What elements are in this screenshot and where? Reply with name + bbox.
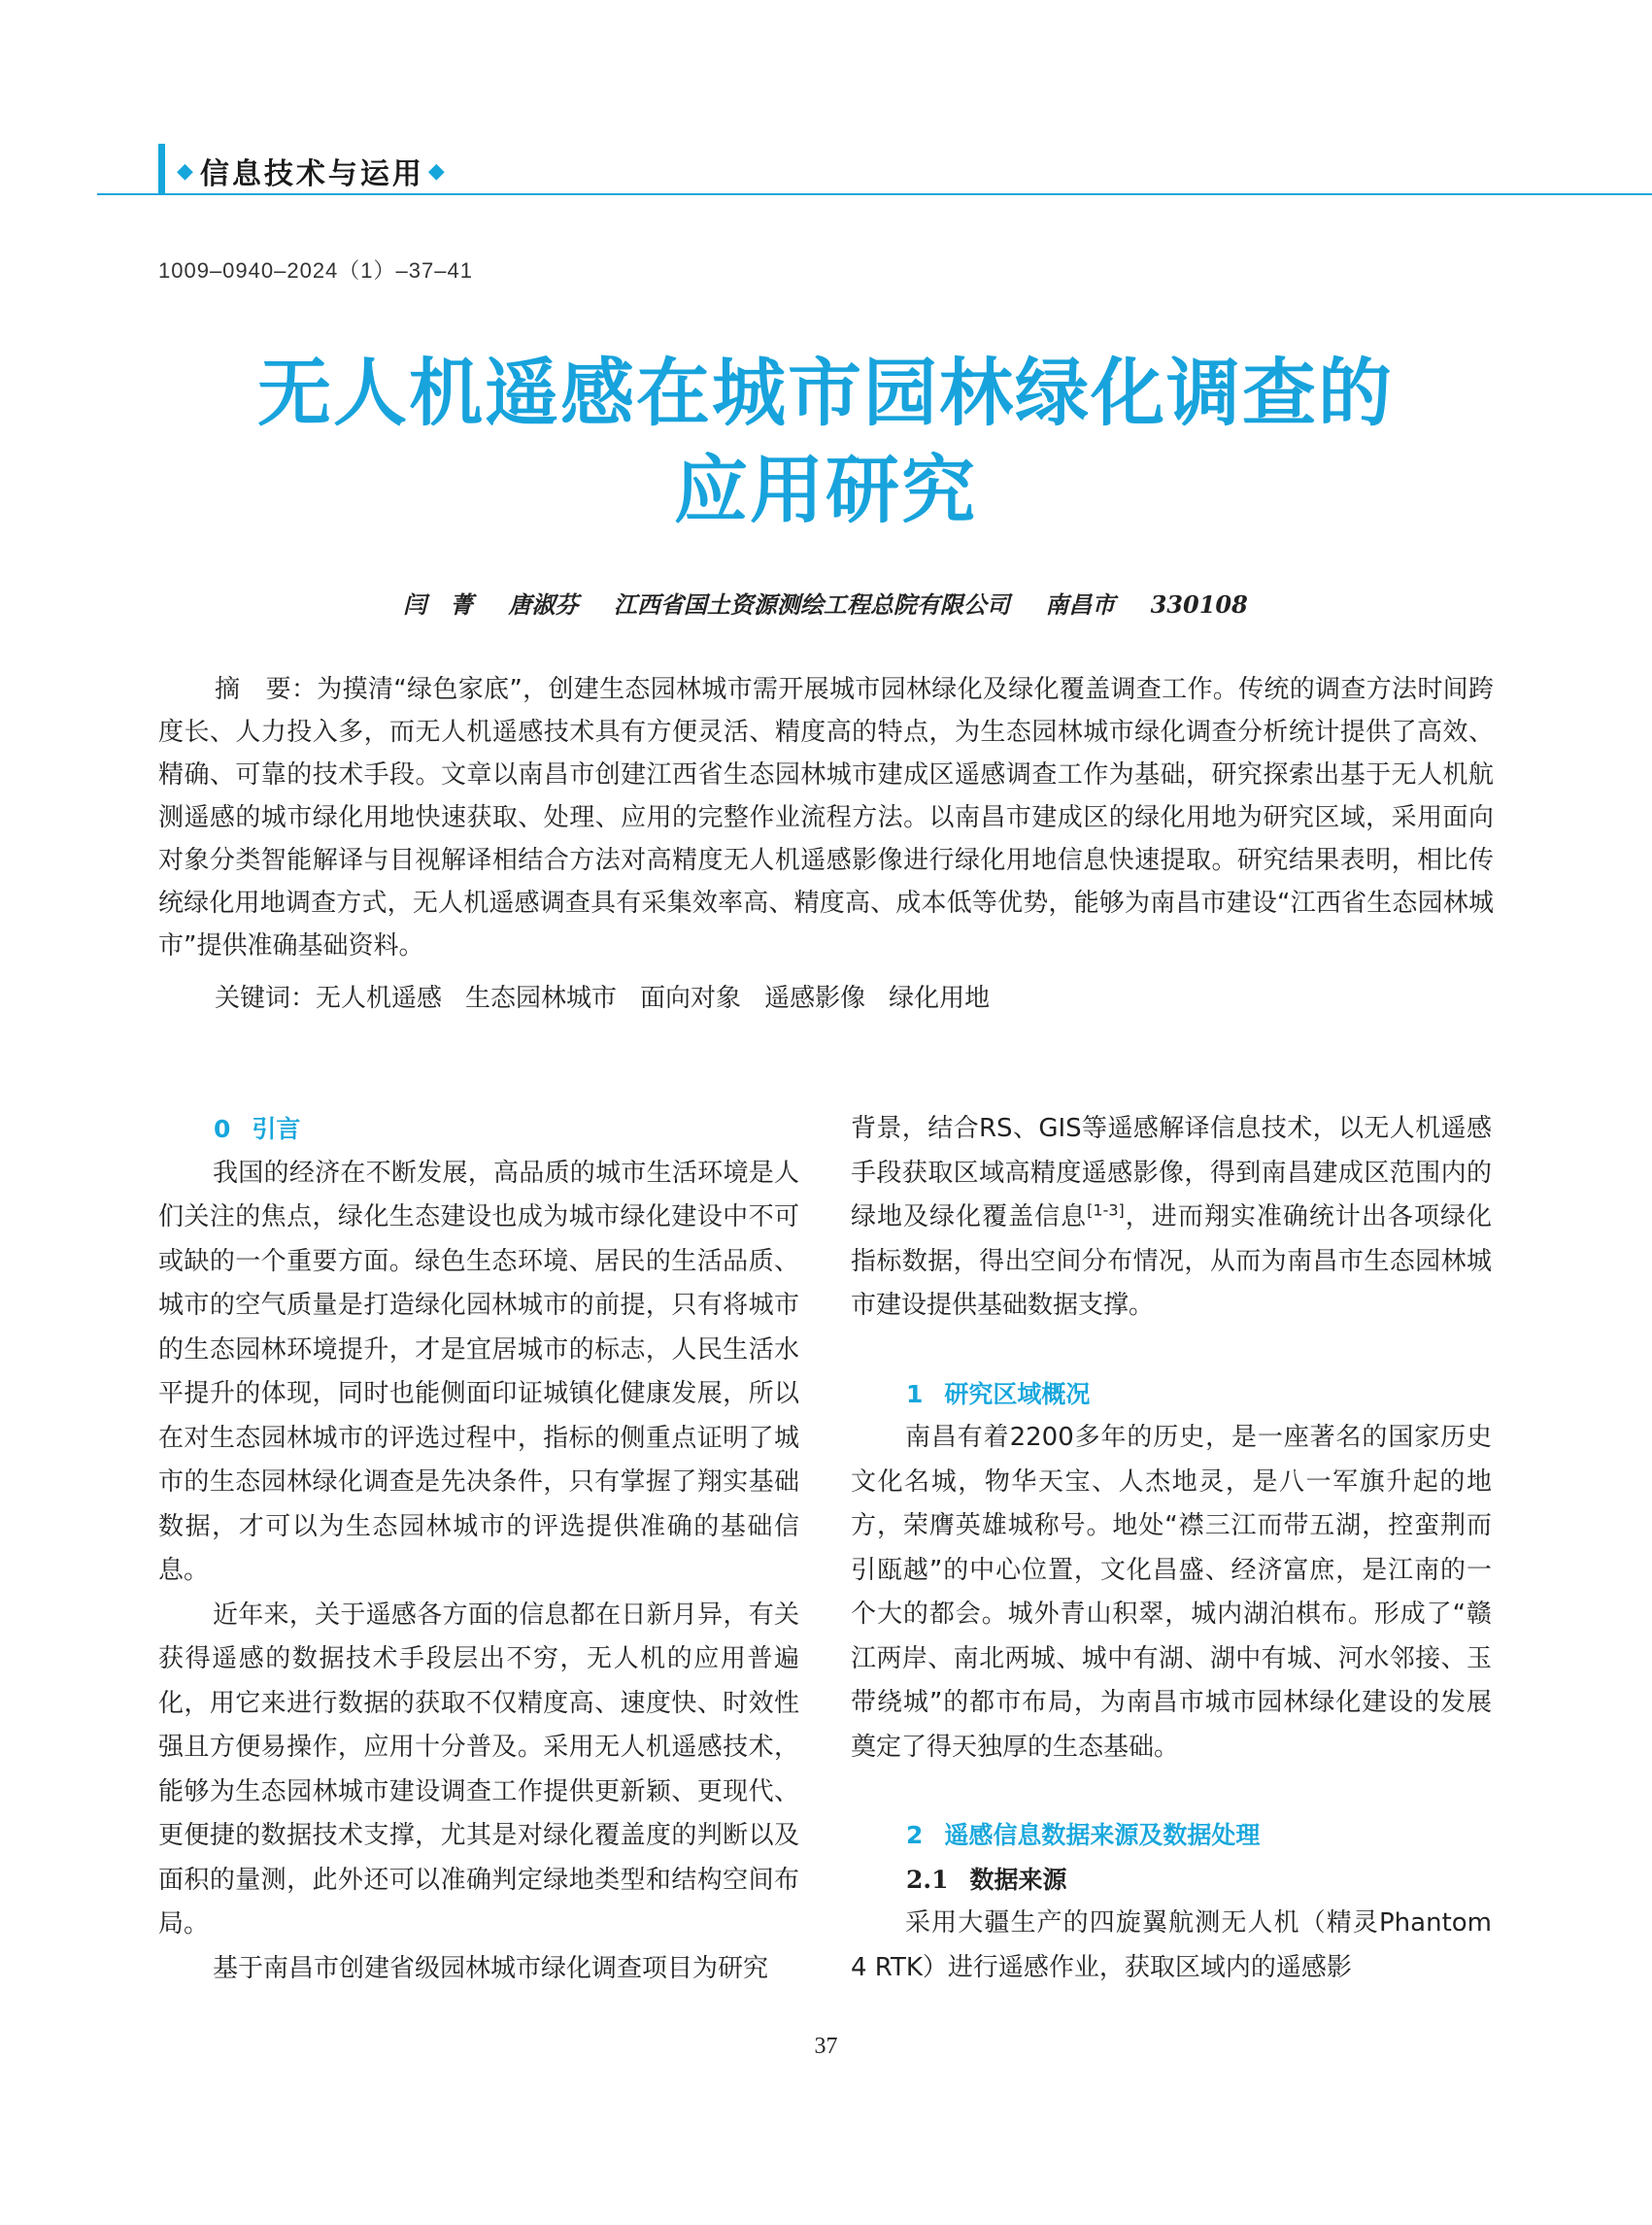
keywords-label: 关键词： — [215, 984, 317, 1013]
section-heading-1 — [851, 1372, 1492, 1417]
abstract-label: 摘 要： — [215, 675, 318, 704]
section-label-text: 信息技术与运用 — [199, 157, 424, 191]
article-number: 1009–0940–2024（1）–37–41 — [158, 258, 473, 283]
section-heading-2 — [851, 1813, 1492, 1858]
abstract — [158, 668, 1494, 967]
section-number: 0 — [214, 1115, 231, 1143]
keyword-item: 绿化用地 — [889, 984, 991, 1013]
author-name: 闫 菁 — [403, 590, 474, 619]
section-number: 1 — [906, 1379, 924, 1408]
section-title: 遥感信息数据来源及数据处理 — [944, 1821, 1261, 1849]
diamond-icon: ◆ — [427, 158, 448, 184]
citation: [1-3] — [1087, 1200, 1125, 1220]
section-title: 引言 — [252, 1115, 301, 1143]
author-postcode: 330108 — [1150, 590, 1248, 619]
keyword-item: 生态园林城市 — [465, 984, 618, 1013]
abstract-text: 为摸清“绿色家底”，创建生态园林城市需开展城市园林绿化及绿化覆盖调查工作。传统的调查方法时间跨度长、人力投入多，而无人机遥感技术具有方便灵活、精度高的特点，为生态园林城市绿化调查分析统计提供了高效、精确、可靠的技术手段。文章以南昌市创建江西省生态园林城市建成区遥感调查工作为基础，研究探索出基于无人机航测遥感的城市绿化用地快速获取、处理、应用的完整作业流程方法。以南昌市建成区的绿化用地为研究区域，采用面向对象分类智能解译与目视解译相结合方法对高精度无人机遥感影像进行绿化用地信息快速提取。研究结果表明，相比传统绿化用地调查方式，无人机遥感调查具有采集效率高、精度高、成本低等优势，能够为南昌市建设“江西省生态园林城市”提供准确基础资料。 — [158, 675, 1494, 961]
running-header — [0, 144, 1652, 194]
author-city: 南昌市 — [1045, 590, 1116, 619]
section-label — [177, 150, 448, 192]
author-name: 唐淑芬 — [508, 590, 579, 619]
subsection-title: 数据来源 — [969, 1865, 1067, 1894]
paragraph: 南昌有着2200多年的历史，是一座著名的国家历史文化名城，物华天宝、人杰地灵，是八一军旗升起的地方，荣膺英雄城称号。地处“襟三江而带五湖，控蛮荆而引瓯越”的中心位置，文化昌盛、经济富庶，是江南的一个大的都会。城外青山积翠，城内湖泊棋布。形成了“赣江两岸、南北两城、城中有湖、湖中有城、河水邻接、玉带绕城”的都市布局，为南昌市城市园林绿化建设的发展奠定了得天独厚的生态基础。 — [851, 1423, 1492, 1762]
keyword-item: 遥感影像 — [764, 984, 866, 1013]
author-line — [146, 586, 1505, 620]
page-number: 37 — [814, 2034, 838, 2059]
keyword-item: 面向对象 — [640, 984, 742, 1013]
paragraph-text: ，进而翔实准确统计出各项绿化指标数据，得出空间分布情况，从而为南昌市生态园林城市建设提供基础数据支撑。 — [851, 1202, 1492, 1320]
spacer — [851, 1329, 1492, 1372]
title-line-1: 无人机遥感在城市园林绿化调查的 — [257, 350, 1394, 436]
keywords — [158, 977, 1494, 1020]
body-column-right — [851, 1107, 1492, 1990]
paragraph-continuation — [851, 1107, 1492, 1329]
section-number: 2 — [906, 1821, 924, 1849]
paragraph: 采用大疆生产的四旋翼航测无人机（精灵Phantom 4 RTK）进行遥感作业，获取区域内的遥感影 — [851, 1908, 1492, 1982]
header-rule — [97, 193, 1652, 195]
subsection-heading-2-1 — [851, 1858, 1492, 1903]
section-title: 研究区域概况 — [944, 1379, 1091, 1408]
spacer — [851, 1770, 1492, 1813]
paragraph-text: 背景，结合RS、GIS等遥感解译信息技术，以无人机遥感手段获取区域高精度遥感影像，得到南昌建成区范围内的绿地及绿化覆盖信息 — [851, 1114, 1492, 1231]
body-column-left — [158, 1107, 799, 1991]
paragraph: 近年来，关于遥感各方面的信息都在日新月异，有关获得遥感的数据技术手段层出不穷，无人机的应用普遍化，用它来进行数据的获取不仅精度高、速度快、时效性强且方便易操作，应用十分普及。采用无人机遥感技术，能够为生态园林城市建设调查工作提供更新颖、更现代、更便捷的数据技术支撑，尤其是对绿化覆盖度的判断以及面积的量测，此外还可以准确判定绿地类型和结构空间布局。 — [158, 1600, 799, 1938]
section-heading-0 — [158, 1107, 799, 1152]
subsection-number: 2.1 — [906, 1865, 949, 1894]
keyword-item: 无人机遥感 — [316, 984, 443, 1013]
diamond-icon: ◆ — [177, 158, 196, 184]
header-accent-bar — [158, 144, 165, 194]
paragraph: 我国的经济在不断发展，高品质的城市生活环境是人们关注的焦点，绿化生态建设也成为城市绿化建设中不可或缺的一个重要方面。绿色生态环境、居民的生活品质、城市的空气质量是打造绿化园林城市的前提，只有将城市的生态园林环境提升，才是宜居城市的标志，人民生活水平提升的体现，同时也能侧面印证城镇化健康发展，所以在对生态园林城市的评选过程中，指标的侧重点证明了城市的生态园林绿化调查是先决条件，只有掌握了翔实基础数据，才可以为生态园林城市的评选提供准确的基础信息。 — [158, 1158, 799, 1585]
paragraph: 基于南昌市创建省级园林城市绿化调查项目为研究 — [213, 1953, 769, 1983]
author-affiliation: 江西省国土资源测绘工程总院有限公司 — [613, 590, 1010, 619]
paper-title — [146, 345, 1505, 539]
title-line-2: 应用研究 — [674, 447, 977, 533]
